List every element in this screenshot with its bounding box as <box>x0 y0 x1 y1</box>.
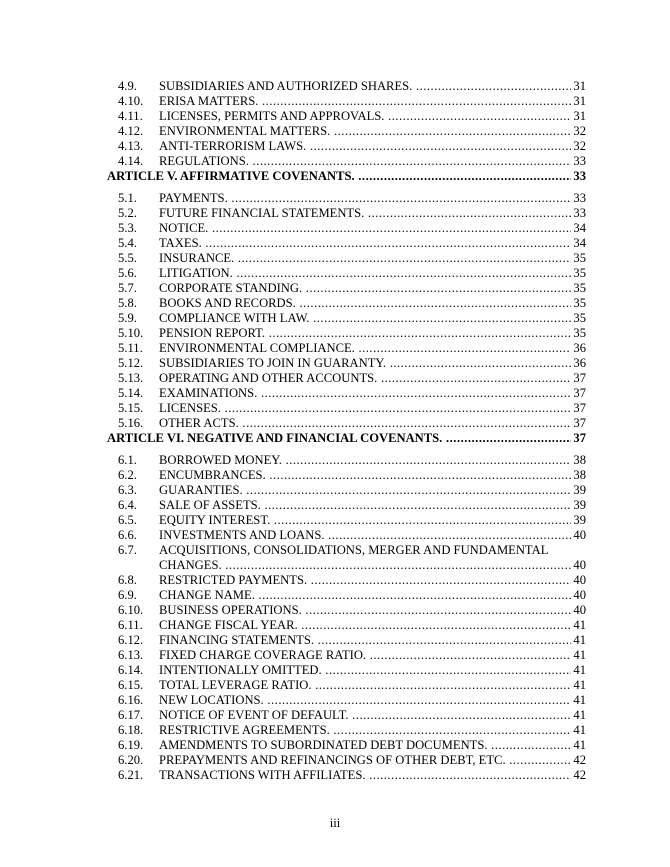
toc-entry <box>0 482 670 498</box>
toc-entry <box>0 355 670 371</box>
toc-entry-title: SUBSIDIARIES AND AUTHORIZED SHARES. ..... <box>159 78 586 94</box>
toc-entry-title: ERISA MATTERS. ..... <box>159 93 586 109</box>
toc-entry <box>0 265 670 281</box>
toc-entry <box>0 572 670 588</box>
toc-entry-title: LICENSES, PERMITS AND APPROVALS. ..... <box>159 108 586 124</box>
toc-entry-title: LITIGATION. ..... <box>159 265 586 281</box>
toc-entry <box>0 527 670 543</box>
toc-entry-title: REGULATIONS. ..... <box>159 153 586 169</box>
toc-entry-page: 41 <box>573 648 586 662</box>
toc-entry-number: 5.10. <box>118 326 144 340</box>
toc-entry-title: AMENDMENTS TO SUBORDINATED DEBT DOCUMENTS. ..... <box>159 737 586 753</box>
toc-entry-page: 32 <box>573 139 586 153</box>
toc-entry <box>0 452 670 468</box>
toc-entry <box>0 512 670 528</box>
toc-entry-title: NEW LOCATIONS. ..... <box>159 692 586 708</box>
toc-entry-number: 5.9. <box>118 311 137 325</box>
toc-entry <box>0 295 670 311</box>
toc-entry <box>0 340 670 356</box>
toc-entry-title: EQUITY INTEREST. ..... <box>159 512 586 528</box>
toc-entry-title: INTENTIONALLY OMITTED. ..... <box>159 662 586 678</box>
toc-entry-number: 6.10. <box>118 603 144 617</box>
toc-entry-title: OTHER ACTS. ..... <box>159 415 586 431</box>
toc-entry-title: NOTICE OF EVENT OF DEFAULT. ..... <box>159 707 586 723</box>
toc-entry-page: 41 <box>573 693 586 707</box>
toc-entry <box>0 108 670 124</box>
toc-entry-title: BUSINESS OPERATIONS. ..... <box>159 602 586 618</box>
toc-entry <box>0 220 670 236</box>
toc-entry-page: 39 <box>573 498 586 512</box>
toc-entry-page: 33 <box>573 191 586 205</box>
toc-entry-page: 41 <box>573 678 586 692</box>
toc-entry-number: 6.20. <box>118 753 144 767</box>
toc-entry-number: 5.12. <box>118 356 144 370</box>
toc-entry <box>0 205 670 221</box>
toc-entry-page: 37 <box>573 386 586 400</box>
toc-entry-page: 38 <box>573 468 586 482</box>
toc-entry-title: PENSION REPORT. ..... <box>159 325 586 341</box>
toc-entry-page: 35 <box>573 281 586 295</box>
toc-entry-page: 40 <box>573 573 586 587</box>
toc-entry-number: 6.5. <box>118 513 137 527</box>
toc-entry <box>0 542 670 558</box>
toc-entry-number: 5.16. <box>118 416 144 430</box>
toc-entry-page: 35 <box>573 266 586 280</box>
toc-entry-number: 6.14. <box>118 663 144 677</box>
toc-entry-number: 6.3. <box>118 483 137 497</box>
toc-article-heading <box>0 168 670 184</box>
toc-entry-title: ENCUMBRANCES. ..... <box>159 467 586 483</box>
toc-entry <box>0 385 670 401</box>
toc-entry <box>0 467 670 483</box>
toc-entry-number: 5.14. <box>118 386 144 400</box>
toc-entry-page: 33 <box>573 169 586 183</box>
toc-entry-title: CHANGES. ..... <box>159 557 586 573</box>
toc-entry-page: 38 <box>573 453 586 467</box>
toc-entry-title: FINANCING STATEMENTS. ..... <box>159 632 586 648</box>
toc-entry-page: 34 <box>573 221 586 235</box>
toc-entry <box>0 587 670 603</box>
toc-entry-title: SALE OF ASSETS. ..... <box>159 497 586 513</box>
toc-entry-title: CHANGE FISCAL YEAR. ..... <box>159 617 586 633</box>
toc-entry-number: 6.6. <box>118 528 137 542</box>
toc-entry-title: ARTICLE V. AFFIRMATIVE COVENANTS. ..... <box>107 168 586 184</box>
toc-entry-page: 31 <box>573 94 586 108</box>
toc-entry-page: 36 <box>573 356 586 370</box>
toc-entry <box>0 325 670 341</box>
toc-entry-title: RESTRICTED PAYMENTS. ..... <box>159 572 586 588</box>
toc-entry-title: NOTICE. ..... <box>159 220 586 236</box>
toc-entry-number: 4.14. <box>118 154 144 168</box>
toc-entry-number: 5.13. <box>118 371 144 385</box>
toc-entry <box>0 370 670 386</box>
toc-entry-number: 6.17. <box>118 708 144 722</box>
toc-entry <box>0 722 670 738</box>
toc-entry <box>0 280 670 296</box>
toc-entry-page: 41 <box>573 633 586 647</box>
toc-entry-number: 4.13. <box>118 139 144 153</box>
toc-entry-page: 41 <box>573 708 586 722</box>
toc-entry-page: 33 <box>573 206 586 220</box>
toc-entry-number: 6.21. <box>118 768 144 782</box>
toc-entry-number: 6.8. <box>118 573 137 587</box>
toc-entry <box>0 692 670 708</box>
toc-entry-page: 35 <box>573 296 586 310</box>
toc-entry-page: 39 <box>573 513 586 527</box>
toc-entry-page: 40 <box>573 528 586 542</box>
toc-entry-page: 35 <box>573 311 586 325</box>
toc-entry-title: SUBSIDIARIES TO JOIN IN GUARANTY. ..... <box>159 355 586 371</box>
toc-entry-title: OPERATING AND OTHER ACCOUNTS. ..... <box>159 370 586 386</box>
toc-entry-number: 4.12. <box>118 124 144 138</box>
toc-entry-title: ANTI-TERRORISM LAWS. ..... <box>159 138 586 154</box>
toc-entry-title: LICENSES. ..... <box>159 400 586 416</box>
toc-entry-title: TOTAL LEVERAGE RATIO. ..... <box>159 677 586 693</box>
toc-entry-title: ENVIRONMENTAL MATTERS. ..... <box>159 123 586 139</box>
toc-entry-title: COMPLIANCE WITH LAW. ..... <box>159 310 586 326</box>
toc-entry <box>0 617 670 633</box>
toc-entry-page: 33 <box>573 154 586 168</box>
toc-entry-number: 5.3. <box>118 221 137 235</box>
toc-entry-page: 34 <box>573 236 586 250</box>
toc-entry-page: 41 <box>573 723 586 737</box>
page-number: iii <box>329 816 341 830</box>
toc-entry <box>0 677 670 693</box>
toc-entry <box>0 93 670 109</box>
toc-entry-page: 41 <box>573 618 586 632</box>
toc-entry-page: 32 <box>573 124 586 138</box>
toc-entry <box>0 632 670 648</box>
toc-entry-number: 4.9. <box>118 79 137 93</box>
toc-entry-title: CORPORATE STANDING. ..... <box>159 280 586 296</box>
toc-entry <box>0 138 670 154</box>
toc-entry-page: 40 <box>573 558 586 572</box>
toc-entry <box>0 707 670 723</box>
toc-entry-title: INSURANCE. ..... <box>159 250 586 266</box>
toc-article-heading <box>0 430 670 446</box>
toc-entry-number: 6.15. <box>118 678 144 692</box>
toc-entry <box>0 153 670 169</box>
toc-entry-page: 39 <box>573 483 586 497</box>
toc-entry-number: 6.2. <box>118 468 137 482</box>
toc-entry <box>0 602 670 618</box>
toc-entry-page: 41 <box>573 738 586 752</box>
toc-entry-title: RESTRICTIVE AGREEMENTS. ..... <box>159 722 586 738</box>
toc-entry-title: PREPAYMENTS AND REFINANCINGS OF OTHER DEBT, ETC. ..... <box>159 752 586 768</box>
toc-entry <box>0 647 670 663</box>
toc-entry <box>0 78 670 94</box>
toc-entry-number: 5.5. <box>118 251 137 265</box>
toc-entry <box>0 752 670 768</box>
toc-entry <box>0 123 670 139</box>
toc-entry-number: 6.11. <box>118 618 143 632</box>
toc-entry-page: 37 <box>573 371 586 385</box>
toc-entry-title: ACQUISITIONS, CONSOLIDATIONS, MERGER AND FUNDAMENTAL <box>159 543 549 557</box>
toc-entry-page: 40 <box>573 603 586 617</box>
toc-entry <box>0 557 670 573</box>
toc-entry <box>0 497 670 513</box>
toc-entry-title: BOOKS AND RECORDS. ..... <box>159 295 586 311</box>
toc-entry-number: 5.7. <box>118 281 137 295</box>
toc-entry-title: FUTURE FINANCIAL STATEMENTS. ..... <box>159 205 586 221</box>
toc-entry-page: 31 <box>573 109 586 123</box>
toc-entry-number: 6.18. <box>118 723 144 737</box>
toc-entry <box>0 415 670 431</box>
toc-entry-title: FIXED CHARGE COVERAGE RATIO. ..... <box>159 647 586 663</box>
toc-entry-number: 4.10. <box>118 94 144 108</box>
toc-entry <box>0 250 670 266</box>
toc-entry-number: 5.2. <box>118 206 137 220</box>
toc-entry-number: 5.8. <box>118 296 137 310</box>
toc-entry-number: 4.11. <box>118 109 143 123</box>
toc-entry-page: 42 <box>573 768 586 782</box>
toc-entry <box>0 662 670 678</box>
toc-entry <box>0 190 670 206</box>
toc-entry-number: 6.7. <box>118 543 137 557</box>
toc-entry-number: 6.4. <box>118 498 137 512</box>
toc-entry-number: 6.12. <box>118 633 144 647</box>
toc-entry-number: 6.1. <box>118 453 137 467</box>
toc-entry-title: TRANSACTIONS WITH AFFILIATES. ..... <box>159 767 586 783</box>
toc-entry-number: 6.19. <box>118 738 144 752</box>
toc-entry-title: EXAMINATIONS. ..... <box>159 385 586 401</box>
toc-entry <box>0 235 670 251</box>
toc-entry-title: TAXES. ..... <box>159 235 586 251</box>
toc-entry-number: 5.1. <box>118 191 137 205</box>
toc-entry-number: 6.13. <box>118 648 144 662</box>
toc-entry-number: 6.9. <box>118 588 137 602</box>
toc-entry-number: 5.15. <box>118 401 144 415</box>
toc-entry-title: BORROWED MONEY. ..... <box>159 452 586 468</box>
toc-entry-title: GUARANTIES. ..... <box>159 482 586 498</box>
toc-entry <box>0 310 670 326</box>
toc-entry-page: 31 <box>573 79 586 93</box>
toc-entry-page: 41 <box>573 663 586 677</box>
toc-entry <box>0 737 670 753</box>
toc-entry <box>0 767 670 783</box>
toc-entry-page: 35 <box>573 326 586 340</box>
toc-entry-title: PAYMENTS. ..... <box>159 190 586 206</box>
toc-entry <box>0 400 670 416</box>
toc-entry-number: 6.16. <box>118 693 144 707</box>
toc-entry-title: CHANGE NAME. ..... <box>159 587 586 603</box>
toc-entry-page: 40 <box>573 588 586 602</box>
toc-entry-page: 37 <box>573 416 586 430</box>
toc-entry-page: 36 <box>573 341 586 355</box>
toc-entry-title: INVESTMENTS AND LOANS. ..... <box>159 527 586 543</box>
toc-entry-page: 37 <box>573 431 586 445</box>
toc-entry-number: 5.11. <box>118 341 143 355</box>
toc-entry-page: 37 <box>573 401 586 415</box>
toc-entry-title: ARTICLE VI. NEGATIVE AND FINANCIAL COVENANTS. ..... <box>107 430 586 446</box>
toc-entry-page: 35 <box>573 251 586 265</box>
toc-entry-number: 5.4. <box>118 236 137 250</box>
toc-entry-title: ENVIRONMENTAL COMPLIANCE. ..... <box>159 340 586 356</box>
toc-entry-page: 42 <box>573 753 586 767</box>
toc-entry-number: 5.6. <box>118 266 137 280</box>
